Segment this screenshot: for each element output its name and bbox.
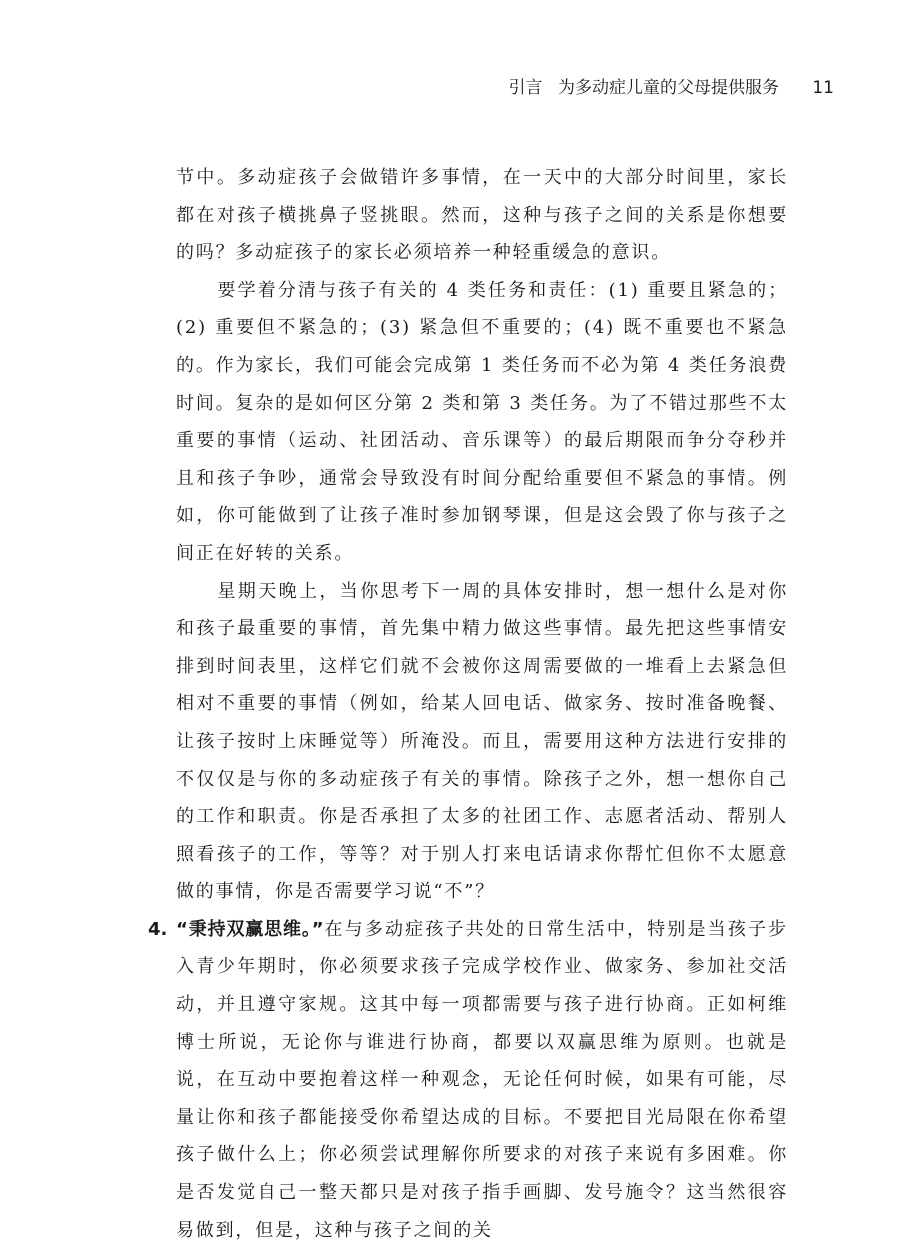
paragraph-task-categories: 要学着分清与孩子有关的 4 类任务和责任：(1) 重要且紧急的；(2) 重要但不紧急的；(3) 紧急但不重要的；(4) 既不重要也不紧急的。作为家长，我们可能会完成第 1 类任务而不必为第 4 类任务浪费时间。复杂的是如何区分第 2 类和第 3 类任务。为了不错过那些不太重要的事情（运动、社团活动、音乐课等）的最后期限而争分夺秒并且和孩子争吵，通常会导致没有时间分配给重要但不紧急的事情。例如，你可能做到了让孩子准时参加钢琴课，但是这会毁了你与孩子之间正在好转的关系。 bbox=[176, 279, 788, 564]
paragraph-continued: 节中。多动症孩子会做错许多事情，在一天中的大部分时间里，家长都在对孩子横挑鼻子竖挑眼。然而，这种与孩子之间的关系是你想要的吗？多动症孩子的家长必须培养一种轻重缓急的意识。 bbox=[176, 167, 788, 264]
list-item-heading: “秉持双赢思维。” bbox=[176, 918, 325, 940]
chapter-label: 引言 bbox=[508, 78, 543, 98]
body-text bbox=[148, 159, 788, 1249]
chapter-title: 为多动症儿童的父母提供服务 bbox=[557, 78, 779, 98]
list-item-4 bbox=[148, 911, 788, 1249]
page-number: 11 bbox=[812, 78, 834, 98]
paragraph-weekly-planning: 星期天晚上，当你思考下一周的具体安排时，想一想什么是对你和孩子最重要的事情，首先集中精力做这些事情。最先把这些事情安排到时间表里，这样它们就不会被你这周需要做的一堆看上去紧急但相对不重要的事情（例如，给某人回电话、做家务、按时准备晚餐、让孩子按时上床睡觉等）所淹没。而且，需要用这种方法进行安排的不仅仅是与你的多动症孩子有关的事情。除孩子之外，想一想你自己的工作和职责。你是否承担了太多的社团工作、志愿者活动、帮别人照看孩子的工作，等等？对于别人打来电话请求你帮忙但你不太愿意做的事情，你是否需要学习说“不”？ bbox=[176, 580, 788, 903]
running-header bbox=[509, 76, 834, 100]
list-item-text: 在与多动症孩子共处的日常生活中，特别是当孩子步入青少年期时，你必须要求孩子完成学校作业、做家务、参加社交活动，并且遵守家规。这其中每一项都需要与孩子进行协商。正如柯维博士所说，无论你与谁进行协商，都要以双赢思维为原则。也就是说，在互动中要抱着这样一种观念，无论任何时候，如果有可能，尽量让你和孩子都能接受你希望达成的目标。不要把目光局限在你希望孩子做什么上；你必须尝试理解你所要求的对孩子来说有多困难。你是否发觉自己一整天都只是对孩子指手画脚、发号施令？这当然很容易做到，但是，这种与孩子之间的关 bbox=[176, 918, 788, 1241]
list-item-number: 4. bbox=[148, 918, 168, 940]
